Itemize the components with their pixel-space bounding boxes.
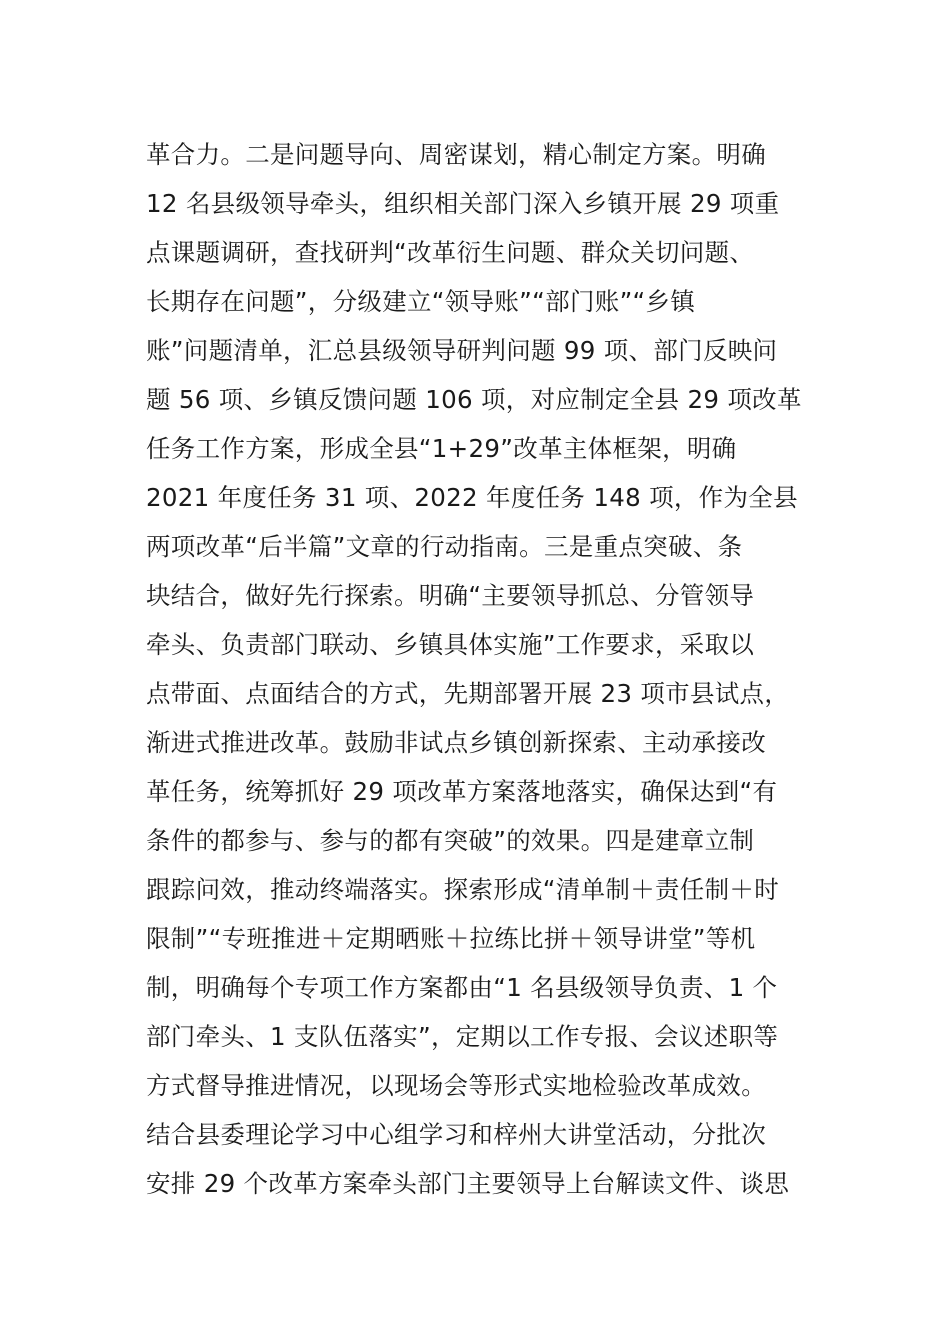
text-line: 块结合，做好先行探索。明确“主要领导抓总、分管领导	[146, 581, 755, 610]
text-line: 安排 29 个改革方案牵头部门主要领导上台解读文件、谈思	[146, 1169, 790, 1198]
text-line: 2021 年度任务 31 项、2022 年度任务 148 项，作为全县	[146, 483, 798, 512]
text-line: 部门牵头、1 支队伍落实”，定期以工作专报、会议述职等	[146, 1022, 779, 1051]
text-line: 条件的都参与、参与的都有突破”的效果。四是建章立制	[146, 826, 755, 855]
text-line: 长期存在问题”，分级建立“领导账”“部门账”“乡镇	[146, 287, 696, 316]
text-line: 方式督导推进情况，以现场会等形式实地检验改革成效。	[146, 1071, 766, 1100]
text-line: 任务工作方案，形成全县“1+29”改革主体框架，明确	[146, 434, 737, 463]
text-line: 题 56 项、乡镇反馈问题 106 项，对应制定全县 29 项改革	[146, 385, 802, 414]
text-line: 革合力。二是问题导向、周密谋划，精心制定方案。明确	[146, 140, 766, 169]
text-line: 两项改革“后半篇”文章的行动指南。三是重点突破、条	[146, 532, 743, 561]
text-line: 限制”“专班推进＋定期晒账＋拉练比拼＋领导讲堂”等机	[146, 924, 756, 953]
text-line: 革任务，统筹抓好 29 项改革方案落地落实，确保达到“有	[146, 777, 778, 806]
text-line: 账”问题清单，汇总县级领导研判问题 99 项、部门反映问	[146, 336, 778, 365]
text-line: 渐进式推进改革。鼓励非试点乡镇创新探索、主动承接改	[146, 728, 766, 757]
text-line: 跟踪问效，推动终端落实。探索形成“清单制＋责任制＋时	[146, 875, 779, 904]
text-line: 点带面、点面结合的方式，先期部署开展 23 项市县试点，	[146, 679, 790, 708]
text-line: 点课题调研，查找研判“改革衍生问题、群众关切问题、	[146, 238, 755, 267]
text-line: 结合县委理论学习中心组学习和梓州大讲堂活动，分批次	[146, 1120, 766, 1149]
text-line: 牵头、负责部门联动、乡镇具体实施”工作要求，采取以	[146, 630, 755, 659]
text-line: 制，明确每个专项工作方案都由“1 名县级领导负责、1 个	[146, 973, 778, 1002]
body-paragraph	[146, 130, 816, 1208]
text-line: 12 名县级领导牵头，组织相关部门深入乡镇开展 29 项重	[146, 189, 780, 218]
